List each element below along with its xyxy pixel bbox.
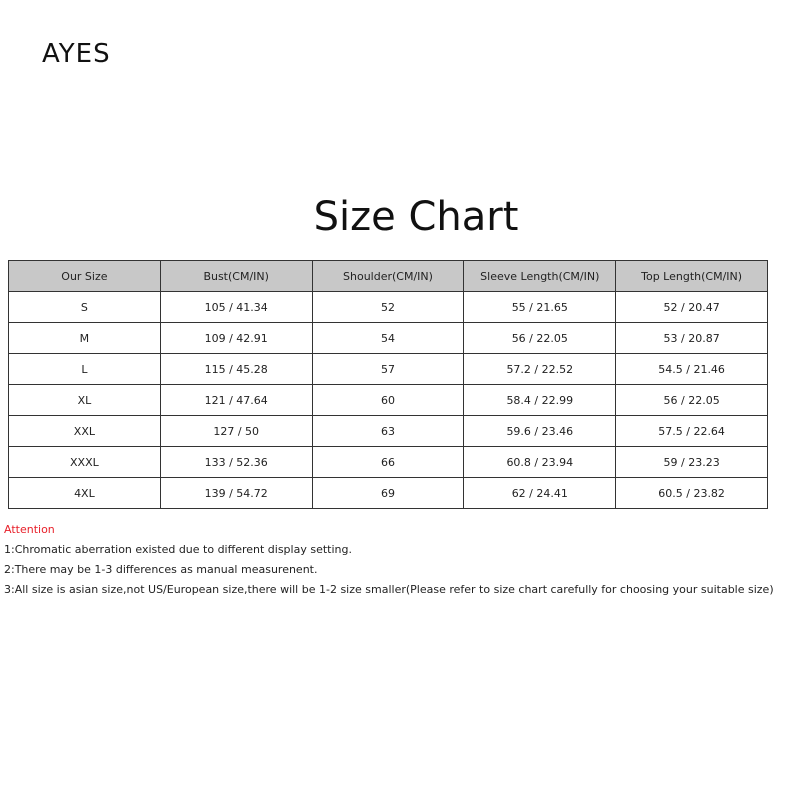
cell-sleeve-length: 58.4 / 22.99 (464, 385, 616, 416)
note-item: 3:All size is asian size,not US/European size,there will be 1-2 size smaller(Please refer to size chart carefully for choosing your suitable size) (4, 583, 774, 596)
page-title: Size Chart (313, 194, 519, 240)
table-row (9, 323, 768, 354)
cell-bust: 121 / 47.64 (160, 385, 312, 416)
cell-size: M (9, 323, 161, 354)
cell-top-length: 53 / 20.87 (616, 323, 768, 354)
cell-shoulder: 66 (312, 447, 464, 478)
cell-bust: 139 / 54.72 (160, 478, 312, 509)
cell-shoulder: 63 (312, 416, 464, 447)
table-row (9, 292, 768, 323)
header-our-size: Our Size (9, 261, 161, 292)
cell-bust: 109 / 42.91 (160, 323, 312, 354)
cell-bust: 115 / 45.28 (160, 354, 312, 385)
cell-size: XXXL (9, 447, 161, 478)
table-row (9, 354, 768, 385)
note-item: 1:Chromatic aberration existed due to different display setting. (4, 543, 352, 556)
cell-shoulder: 52 (312, 292, 464, 323)
cell-shoulder: 57 (312, 354, 464, 385)
cell-bust: 105 / 41.34 (160, 292, 312, 323)
table-header (9, 261, 768, 292)
cell-top-length: 57.5 / 22.64 (616, 416, 768, 447)
table-row (9, 416, 768, 447)
table-row (9, 385, 768, 416)
cell-sleeve-length: 57.2 / 22.52 (464, 354, 616, 385)
note-item: 2:There may be 1-3 differences as manual measurenent. (4, 563, 318, 576)
header-shoulder: Shoulder(CM/IN) (312, 261, 464, 292)
cell-top-length: 59 / 23.23 (616, 447, 768, 478)
cell-top-length: 56 / 22.05 (616, 385, 768, 416)
table-body (9, 292, 768, 509)
cell-shoulder: 60 (312, 385, 464, 416)
cell-size: S (9, 292, 161, 323)
cell-bust: 127 / 50 (160, 416, 312, 447)
cell-shoulder: 54 (312, 323, 464, 354)
header-sleeve-length: Sleeve Length(CM/IN) (464, 261, 616, 292)
table-row (9, 447, 768, 478)
cell-size: XXL (9, 416, 161, 447)
attention-label: Attention (4, 523, 55, 536)
cell-sleeve-length: 55 / 21.65 (464, 292, 616, 323)
cell-sleeve-length: 56 / 22.05 (464, 323, 616, 354)
table-row (9, 478, 768, 509)
cell-size: L (9, 354, 161, 385)
cell-size: XL (9, 385, 161, 416)
brand-logo: AYES (42, 39, 111, 69)
cell-sleeve-length: 60.8 / 23.94 (464, 447, 616, 478)
cell-top-length: 60.5 / 23.82 (616, 478, 768, 509)
cell-sleeve-length: 59.6 / 23.46 (464, 416, 616, 447)
cell-bust: 133 / 52.36 (160, 447, 312, 478)
cell-shoulder: 69 (312, 478, 464, 509)
notes-section (4, 520, 794, 600)
size-chart-table (8, 260, 768, 509)
cell-size: 4XL (9, 478, 161, 509)
cell-top-length: 54.5 / 21.46 (616, 354, 768, 385)
header-row (9, 261, 768, 292)
cell-sleeve-length: 62 / 24.41 (464, 478, 616, 509)
cell-top-length: 52 / 20.47 (616, 292, 768, 323)
header-top-length: Top Length(CM/IN) (616, 261, 768, 292)
header-bust: Bust(CM/IN) (160, 261, 312, 292)
